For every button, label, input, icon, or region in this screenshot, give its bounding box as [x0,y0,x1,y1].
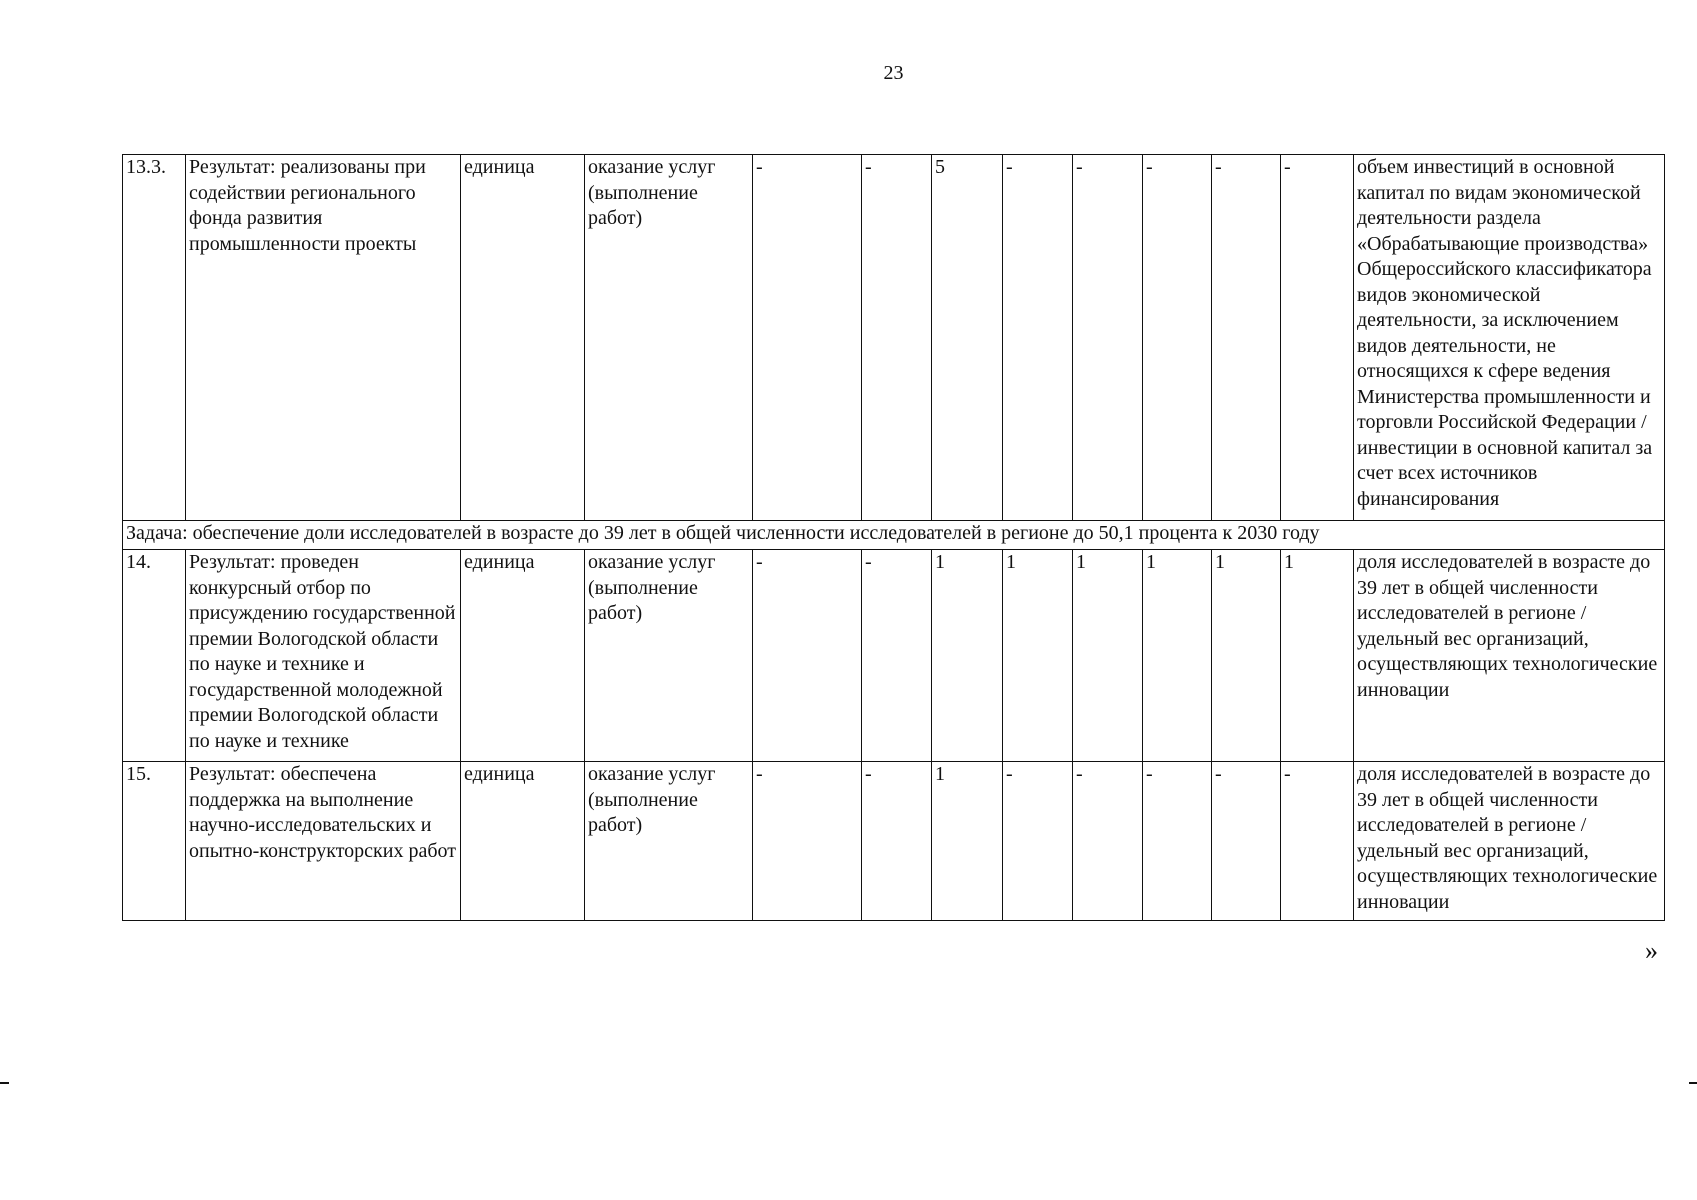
value-cell: - [1003,762,1073,921]
value-cell: - [1143,155,1212,521]
value-cell: - [1212,155,1281,521]
value-cell: - [1281,762,1354,921]
task-cell: Задача: обеспечение доли исследователей в возрасте до 39 лет в общей численности исследователей в регионе до 50,1 процента к 2030 году [123,521,1665,550]
task-row [123,521,1665,550]
value-cell: 1 [932,762,1003,921]
value-cell: - [1073,155,1143,521]
result-cell: Результат: проведен конкурсный отбор по присуждению государственной премии Вологодской области по науке и технике и государственной молодежной премии Вологодской области по науке и технике [186,550,461,762]
indicator-cell: объем инвестиций в основной капитал по видам экономической деятельности раздела «Обрабатывающие производства» Общероссийского классификатора видов экономической деятельности, за исключением видов деятельности, не относящихся к сфере ведения Министерства промышленности и торговли Российской Федерации / инвестиции в основной капитал за счет всех источников финансирования [1354,155,1665,521]
value-cell: - [753,550,862,762]
table-row [123,762,1665,921]
value-cell: - [1073,762,1143,921]
unit-cell: единица [461,762,585,921]
row-number: 13.3. [123,155,186,521]
value-cell: - [753,155,862,521]
right-edge-mark [1689,1082,1697,1084]
value-cell: - [1212,762,1281,921]
value-cell: 1 [1281,550,1354,762]
value-cell: - [862,155,932,521]
value-cell: 1 [1143,550,1212,762]
page-number: 23 [883,62,904,84]
value-cell: - [1003,155,1073,521]
unit-cell: единица [461,550,585,762]
indicator-cell: доля исследователей в возрасте до 39 лет в общей численности исследователей в регионе / удельный вес организаций, осуществляющих технологические инновации [1354,550,1665,762]
result-cell: Результат: реализованы при содействии регионального фонда развития промышленности проекты [186,155,461,521]
value-cell: 1 [932,550,1003,762]
type-cell: оказание услуг (выполнение работ) [585,155,753,521]
value-cell: 5 [932,155,1003,521]
value-cell: - [1281,155,1354,521]
table-row [123,550,1665,762]
value-cell: - [862,550,932,762]
indicator-cell: доля исследователей в возрасте до 39 лет в общей численности исследователей в регионе / удельный вес организаций, осуществляющих технологические инновации [1354,762,1665,921]
value-cell: - [753,762,862,921]
type-cell: оказание услуг (выполнение работ) [585,550,753,762]
row-number: 14. [123,550,186,762]
value-cell: - [862,762,932,921]
table-row [123,155,1665,521]
left-edge-mark [0,1082,9,1084]
unit-cell: единица [461,155,585,521]
value-cell: 1 [1003,550,1073,762]
results-table [122,154,1665,921]
type-cell: оказание услуг (выполнение работ) [585,762,753,921]
row-number: 15. [123,762,186,921]
result-cell: Результат: обеспечена поддержка на выполнение научно-исследовательских и опытно-конструкторских работ [186,762,461,921]
value-cell: - [1143,762,1212,921]
value-cell: 1 [1212,550,1281,762]
value-cell: 1 [1073,550,1143,762]
closing-quote: » [1645,936,1658,965]
